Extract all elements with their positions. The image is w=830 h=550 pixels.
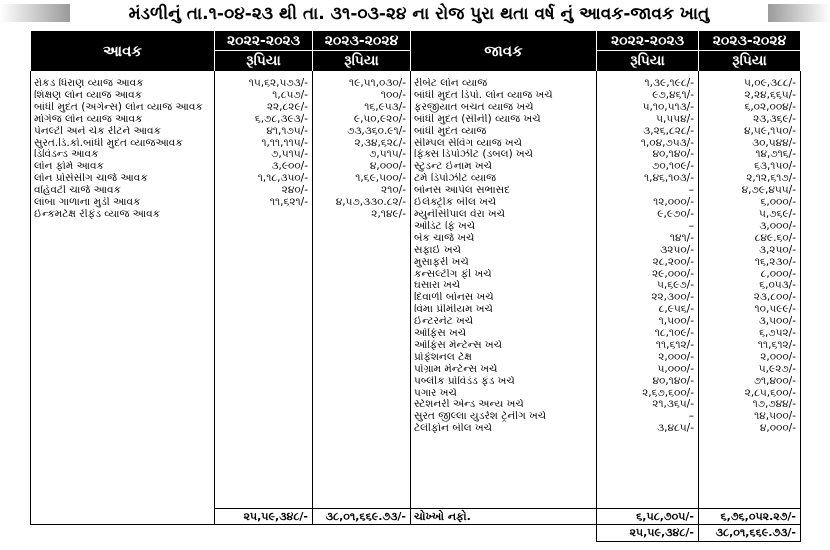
income-header: આવક — [31, 31, 215, 72]
account-label: લોન ફોર્મ આવક — [34, 161, 104, 173]
amount-cell: ૭૧,૪૦૦/- — [753, 374, 796, 387]
account-label: બાંધી મુદત (સીની) વ્યાજ ખર્ચ — [414, 113, 541, 125]
amount-cell: ૨,૦૦૦/- — [760, 350, 796, 363]
amount-cell: ૫,૫૫૪/- — [656, 112, 694, 125]
amount-cell: ૬,૭૮,૩૯૩/- — [254, 112, 308, 125]
account-label: ટેલીફોન બીલ ખર્ચ — [414, 423, 493, 435]
unit-label: રૂપિયા — [630, 52, 665, 69]
account-label: પ્રોફેશનલ ટેક્ષ — [414, 351, 472, 363]
amount-cell: ૭૩,૩૬૦.૯૧/- — [347, 124, 406, 137]
amount-cell: ૧,૧૧,૧૧૫/- — [261, 136, 308, 149]
amount-cell: ૧૪૧/- — [669, 231, 694, 244]
account-label: સ્ટુડન્ટ ઈનામ ખર્ચ — [414, 161, 493, 173]
account-label: મોર્ગેજ લોન વ્યાજ આવક — [34, 113, 143, 125]
amount-cell: ૨,૮૫,૬૦૦/- — [744, 386, 796, 399]
unit-label: રૂપિયા — [344, 52, 379, 69]
amount-cell: ૮૪૯.૬૦/- — [754, 231, 796, 244]
account-label: ઓફિસ મેન્ટેન્સ ખર્ચ — [414, 339, 502, 351]
title-decoration-right — [768, 4, 830, 22]
amount-cell: ૧૪,૭૧૬/- — [755, 148, 796, 161]
amount-cell: ૯,૫૦,૯૨૦/- — [353, 112, 406, 125]
amount-cell: ૩,૫૦૦/- — [758, 315, 796, 328]
year-label: ૨૦૨૨-૨૦૨૩ — [597, 32, 698, 51]
amount-cell: ૬૩,૧૫૦/- — [754, 160, 796, 173]
amount-cell: ૧૫,૬૨,૫૭૩/- — [248, 77, 308, 89]
amount-cell: ૯,૯૭૦/- — [657, 207, 694, 220]
amount-cell: ૨૨,૩૦૦/- — [651, 291, 694, 304]
expense-year2-values — [699, 78, 801, 509]
amount-cell: ૫,૭૬૯/- — [759, 207, 796, 220]
account-label: બોનસ આપેલ સભાસદ — [414, 185, 511, 197]
amount-cell: ૨,૩૪,૬૨૮/- — [354, 136, 406, 149]
amount-cell: ૪,૦૦૦/- — [369, 160, 406, 173]
income-subtotal-year1: ૨૫,૫૯,૩૪૮/- — [215, 509, 313, 525]
account-label: પબ્લીક પ્રોવિડંડ ફંડ ખર્ચ — [414, 375, 515, 387]
amount-cell: ૫,૦૦૦/- — [657, 362, 694, 375]
grand-total-year1: ૨૫,૫૯,૩૪૮/- — [597, 525, 699, 542]
amount-cell: ૧,૩૯,૧૯૮/- — [644, 77, 694, 89]
account-label: ઓફિસ ખર્ચ — [414, 328, 467, 340]
amount-cell: ૬,૭૫૨/- — [759, 327, 796, 340]
account-label: રીબેટ લોન વ્યાજ — [414, 78, 488, 89]
account-label: મ્યુનીસીપાલ વેરા ખર્ચ — [414, 208, 506, 220]
account-label: શિક્ષણ લોન વ્યાજ આવક — [34, 89, 143, 101]
amount-cell: ૮,૯૫૬/- — [658, 303, 694, 316]
account-label: ટર્મ ડિપોઝીટ વ્યાજ — [414, 173, 497, 185]
account-label: ફિક્સ ડિપોઝીટ (ડબલ) ખર્ચ — [414, 149, 534, 161]
amount-cell: ૧૦,૫૯૯/- — [754, 303, 796, 316]
amount-cell: ૨,૬૭,૬૦૦/- — [642, 386, 694, 399]
amount-cell: ૧,૪૬,૧૦૩/- — [644, 172, 694, 185]
account-label: વિમા પ્રીમીયમ ખર્ચ — [414, 304, 493, 316]
net-profit-label: ચોખ્ખો નફો. — [411, 509, 597, 525]
account-label: સુરત જીલ્લા યુડરેશ ટ્રેનીંગ ખર્ચ — [414, 411, 547, 423]
expense-labels — [411, 78, 597, 509]
amount-cell: ૨૯,૦૦૦/- — [651, 267, 694, 280]
account-label: ડિવિડન્ડ આવક — [34, 149, 99, 161]
amount-cell: ૪,૦૦૦/- — [759, 422, 796, 435]
income-year1-header — [215, 31, 313, 72]
amount-cell: ૪૧,૧૭૫/- — [266, 124, 308, 137]
amount-cell: ૧૯,૫૧,૦૩૦/- — [348, 77, 406, 89]
account-label: બેંક ચાર્જ ખર્ચ — [414, 232, 475, 244]
amount-cell: ૫,૬૯૭/- — [657, 279, 694, 292]
income-subtotal-year2: ૩૮,૦૧,૬૬૯.૭૩/- — [313, 509, 411, 525]
page-title: મંડળીનું તા.૧-૦૪-૨૩ થી તા. ૩૧-૦૩-૨૪ ના રોજ પુરા થતા વર્ષ નું આવક-જાવક ખાતુ — [128, 4, 710, 24]
year-label: ૨૦૨૨-૨૦૨૩ — [215, 32, 312, 51]
amount-cell: – — [688, 219, 694, 232]
amount-cell: ૨૩,૩૬૯/- — [753, 112, 796, 125]
account-label: ઓડિટ ફિ ખર્ચ — [414, 220, 476, 232]
amount-cell: ૧૭,૭૪૪/- — [752, 398, 796, 411]
account-label: કન્સલ્ટીંગ ફી ખર્ચ — [414, 268, 492, 280]
account-label: સુરત.ડિ.કો.બાંધી મુદત વ્યાજઆવક — [34, 137, 183, 149]
account-label: દિવાળી બોનસ ખર્ચ — [414, 292, 494, 304]
amount-cell: ૭૦,૧૦૯/- — [652, 160, 694, 173]
account-label: સફાઈ ખર્ચ — [414, 244, 462, 256]
amount-cell: ૩,૨૬,૮૨૮/- — [643, 124, 694, 137]
amount-cell: ૨૧૦/- — [381, 184, 406, 197]
income-labels — [31, 78, 215, 509]
amount-cell: ૨૨,૮૨૯/- — [266, 100, 308, 113]
amount-cell: ૧૧,૬૧૨/- — [655, 338, 694, 351]
amount-cell: ૧,૬૯,૫૦૦/- — [355, 172, 406, 185]
amount-cell: ૨,૦૦૦/- — [658, 350, 694, 363]
amount-cell: ૪,૫૭,૩૩૦.૮૨/- — [335, 196, 406, 209]
amount-cell: ૧,૫૦૦/- — [658, 315, 694, 328]
amount-cell — [215, 209, 312, 221]
amount-cell: ૪૦,૧૪૦/- — [652, 374, 694, 387]
unit-label: રૂપિયા — [732, 52, 767, 69]
account-label: બાંધી મુદત વ્યાજ — [414, 125, 487, 137]
account-label: મુસાફરી ખર્ચ — [414, 256, 469, 268]
account-label: રોકડ ધિરાણ વ્યાજ આવક — [34, 78, 144, 89]
account-label: પગાર ખર્ચ — [414, 387, 457, 399]
amount-cell: ૩,૯૦૦/- — [271, 160, 308, 173]
amount-cell: ૧૬,૯૫૩/- — [364, 100, 406, 113]
amount-cell: ૨,૧૨,૬૧૭/- — [746, 172, 796, 185]
grand-total-year2: ૩૮,૦૧,૬૬૯.૭૩/- — [699, 525, 801, 542]
income-year2-header — [313, 31, 411, 72]
amount-cell: ૫,૧૦,૫૧૩/- — [642, 100, 694, 113]
account-label: પોગ્રામ મેન્ટેન્સ ખર્ચ — [414, 363, 498, 375]
account-label: સીમ્પલ સેવિંગ વ્યાજ ખર્ચ — [414, 137, 523, 149]
income-expense-table — [30, 30, 801, 542]
account-label: બાંધી મુદત (અગેન્સ) લોન વ્યાજ આવક — [34, 101, 203, 113]
amount-cell: – — [688, 184, 694, 197]
amount-cell: ૧૧,૬૧૨/- — [757, 338, 796, 351]
year-label: ૨૦૨૩-૨૦૨૪ — [313, 32, 410, 51]
amount-cell: ૪,૭૯,૪૫૫/- — [741, 184, 796, 197]
title-bar — [0, 0, 830, 30]
amount-cell: ૭,૫૧૫/- — [369, 148, 406, 161]
amount-cell: ૧૬,૨૩૦/- — [754, 255, 796, 268]
amount-cell: ૧૦૦/- — [380, 88, 406, 101]
amount-cell: ૨,૧૪૯/- — [371, 207, 406, 220]
amount-cell: ૧૨,૦૦૦/- — [653, 196, 694, 209]
account-label: ઈન્કમટેક્ષ રીફંડ વ્યાજ આવક — [34, 208, 161, 220]
net-profit-year1: ૬,૫૮,૭૦૫/- — [597, 509, 699, 525]
amount-cell: ૨૮,૨૦૦/- — [652, 255, 694, 268]
amount-cell: ૫,૯૨૭/- — [758, 362, 796, 375]
amount-cell: ૨૩,૮૦૦/- — [753, 291, 796, 304]
amount-cell: ૫,૦૯,૩૮૮/- — [744, 77, 796, 89]
amount-cell: ૧૮,૧૦૯/- — [654, 327, 694, 340]
expense-year1-values — [597, 78, 699, 509]
account-label: લાંબા ગાળાના મુડી આવક — [34, 197, 141, 209]
unit-label: રૂપિયા — [246, 52, 281, 69]
account-label: ઘસારા ખર્ચ — [414, 280, 461, 292]
amount-cell: ૪,૫૯,૧૫૦/- — [744, 124, 796, 137]
net-profit-year2: ૬,૭૬,૦૫૨.૨૭/- — [699, 509, 801, 525]
account-label: બાંધી મુદત ડિપો. લોન વ્યાજ ખર્ચ — [414, 89, 553, 101]
title-decoration-left — [0, 4, 70, 22]
account-label: વહિવટી ચાર્જ આવક — [34, 185, 121, 197]
account-label: ફરજીયાત બચત વ્યાજ ખર્ચ — [414, 101, 534, 113]
amount-cell: ૩૨૫૦/- — [660, 243, 694, 256]
amount-cell: ૩૦,૫૪૪/- — [752, 136, 796, 149]
amount-cell: ૧,૧૮,૩૫૦/- — [257, 172, 308, 185]
amount-cell: ૬,૦૫૩/- — [759, 279, 796, 292]
account-label: ઈન્ટરનેટ ખર્ચ — [414, 316, 474, 328]
amount-cell: ૪૦,૧૪૦/- — [652, 148, 694, 161]
amount-cell: ૨,૨૪,૬૬૫/- — [744, 88, 796, 101]
amount-cell: – — [688, 410, 694, 423]
year-label: ૨૦૨૩-૨૦૨૪ — [699, 32, 800, 51]
account-label: પેનલ્ટી અને ચેક રીટર્ન આવક — [34, 125, 161, 137]
amount-cell: ૬,૦૨,૦૦૪/- — [744, 100, 796, 113]
amount-cell: ૯૭,૪૬૧/- — [652, 88, 694, 101]
amount-cell: ૧,૦૪,૭૫૩/- — [640, 136, 694, 149]
account-label: સ્ટેશનરી એન્ડ અન્ય ખર્ચ — [414, 399, 524, 411]
amount-cell: ૩,૦૦૦/- — [759, 219, 796, 232]
amount-cell: ૧૧,૬૨૧/- — [269, 196, 308, 209]
income-year2-values — [313, 78, 411, 509]
expense-year1-header — [597, 31, 699, 72]
amount-cell: ૧૪,૫૦૦/- — [754, 410, 796, 423]
account-label: ઈલેક્ટ્રીક બીલ ખર્ચ — [414, 197, 497, 209]
amount-cell: ૩,૪૮૫/- — [657, 422, 694, 435]
expense-year2-header — [699, 31, 801, 72]
amount-cell: ૧,૮૫૭/- — [272, 88, 308, 101]
amount-cell: ૬,૦૦૦/- — [760, 196, 796, 209]
amount-cell: ૩,૨૫૦/- — [758, 243, 796, 256]
account-label: લોન પ્રોસેસીંગ ચાર્જ આવક — [34, 173, 148, 185]
amount-cell: ૭,૫૧૫/- — [271, 148, 308, 161]
income-year1-values — [215, 78, 313, 509]
amount-cell: ૨૪૦/- — [281, 184, 308, 197]
amount-cell: ૮,૦૦૦/- — [760, 267, 796, 280]
expense-header: જાવક — [411, 31, 597, 72]
amount-cell: ૨૧,૩૬૫/- — [652, 398, 694, 411]
